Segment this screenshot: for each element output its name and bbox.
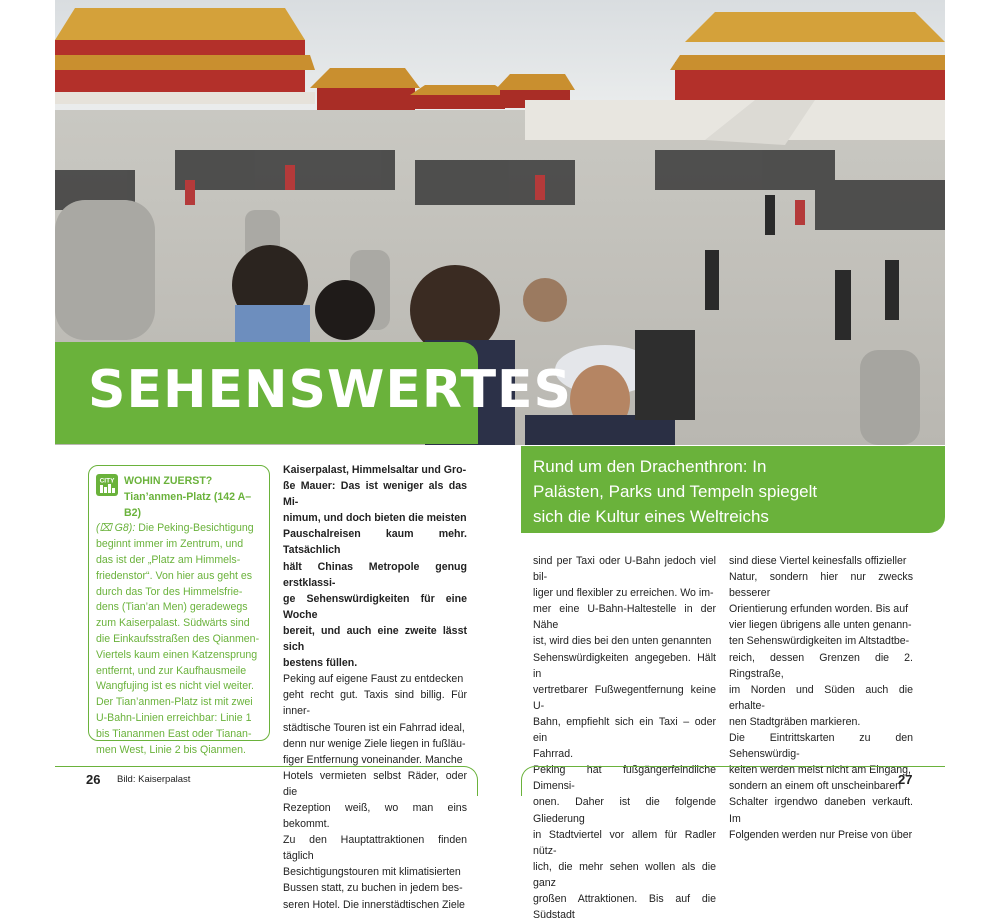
body-line: vier liegen übrigens alle unten genann- (729, 619, 912, 632)
city-icon (96, 474, 118, 496)
body-line: ten Sehenswürdigkeiten im Altstadtbe- (729, 635, 910, 648)
infobox-line: U-Bahn-Linien erreichbar: Linie 1 (96, 711, 252, 724)
body-line: mer eine U-Bahn-Haltestelle in der Nähe (533, 603, 716, 632)
section-title-banner (55, 342, 573, 444)
intro-line: nimum, und doch bieten die meisten (283, 512, 467, 525)
body-line: Bahn, empfiehlt sich ein Taxi – oder ein (533, 715, 716, 745)
page-number-left: 26 (86, 772, 101, 787)
infobox-line: die Einkaufsstraßen des Qianmen- (96, 632, 260, 645)
subtitle-line: sich die Kultur eines Weltreichs (533, 507, 769, 526)
body-line: Schalter irgendwo daneben verkauft. Im (729, 796, 913, 825)
body-line: Zu den Hauptattraktionen finden täglich (283, 834, 467, 863)
infobox-line: das ist der „Platz am Himmels- (96, 553, 241, 566)
body-line: onen. Daher ist die folgende Gliederung (533, 796, 716, 825)
infobox-location: Tian’anmen-Platz (142 A–B2) (124, 490, 252, 519)
infobox-line: Der Tian’anmen-Platz ist mit zwei (96, 696, 253, 709)
body-line: seren Hotel. Die innerstädtischen Ziele (283, 898, 465, 911)
infobox-map-ref: (⌧ G8): (96, 522, 136, 535)
intro-line: Kaiserpalast, Himmelsaltar und Gro- (283, 464, 467, 476)
body-line: nen Stadtgräben markieren. (729, 715, 861, 728)
infobox-line: dens (Tian’an Men) geradewegs (96, 601, 248, 614)
intro-line: Pauschalreisen kaum mehr. Tatsächlich (283, 528, 467, 557)
infobox-line: entfernt, und zur Kaufhausmeile (96, 664, 247, 677)
infobox-heading: WOHIN ZUERST? (124, 475, 213, 487)
body-line: Hotels vermieten selbst Räder, oder die (283, 769, 467, 798)
body-line: in Stadtviertel vor allem für Radler nütz- (533, 828, 716, 857)
intro-line: ge Sehenswürdigkeiten für eine Woche (283, 592, 467, 621)
infobox-line: beginnt immer im Zentrum, und (96, 538, 244, 551)
subtitle-line: Palästen, Parks und Tempeln spiegelt (533, 482, 818, 501)
intro-line: bereit, und auch eine zweite lässt sich (283, 624, 467, 654)
intro-line: bestens füllen. (283, 657, 358, 670)
section-title: SEHENSWERTES (88, 360, 573, 420)
body-line: Orientierung erfunden worden. Bis auf (729, 603, 909, 616)
intro-line: hält Chinas Metropole genug erstklassi- (283, 560, 467, 589)
body-line: reich, dessen Grenzen die 2. Ringstraße, (729, 651, 913, 680)
body-line: Peking auf eigene Faust zu entdecken (283, 673, 464, 686)
infobox-body (96, 521, 262, 758)
text-column-3 (729, 553, 913, 843)
infobox-line: zum Kaiserpalast. Südwärts sind (96, 617, 250, 630)
subtitle-banner (521, 446, 945, 533)
infobox-line: men West, Linie 2 bis Qianmen. (96, 743, 246, 756)
infobox-header (96, 474, 262, 521)
body-line: geht recht gut. Taxis sind billig. Für inner- (283, 689, 467, 718)
page-number-right: 27 (898, 772, 913, 787)
infobox-line: durch das Tor des Himmelsfrie- (96, 585, 243, 598)
body-line: figer Entfernung voneinander. Manche (283, 753, 463, 766)
body-line: sondern an einem oft unscheinbaren (729, 780, 901, 793)
body-line: Rezeption weiß, wo man eins bekommt. (283, 801, 467, 831)
body-line: Folgenden werden nur Preise von über (729, 828, 913, 841)
body-line: lich, die mehr sehen wollen als die ganz (533, 860, 716, 889)
footer-rule-right (521, 766, 945, 796)
body-line: Sehenswürdigkeiten angegeben. Hält in (533, 651, 716, 680)
subtitle-line: Rund um den Drachenthron: In (533, 457, 767, 476)
text-column-1 (283, 462, 467, 913)
body-line: vertretbarer Fußwegentfernung keine U- (533, 683, 716, 712)
infobox-line: Die Peking-Besichtigung (135, 522, 254, 535)
infobox-line: friedenstor“. Von hier aus geht es (96, 569, 253, 582)
infobox-line: Viertels kaum einen Katzensprung (96, 648, 258, 661)
body-line: im Norden und Süden auch die erhalte- (729, 683, 913, 712)
body-line: Bussen statt, zu buchen in jedem bes- (283, 882, 463, 895)
body-line: denn nur wenige Ziele liegen in fußläu- (283, 737, 466, 750)
infobox-line: Wangfujing ist es nicht viel weiter. (96, 680, 254, 693)
body-line: sind per Taxi oder U-Bahn jedoch viel bil- (533, 555, 716, 584)
infobox-line: bis Tiananmen East oder Tianan- (96, 727, 252, 740)
body-line: Die Eintrittskarten zu den Sehenswürdig- (729, 732, 913, 761)
image-caption: Bild: Kaiserpalast (117, 774, 191, 785)
where-first-infobox (88, 465, 270, 756)
subtitle (533, 454, 933, 529)
body-line: städtische Touren ist ein Fahrrad ideal, (283, 721, 465, 734)
body-line: Besichtigungstouren mit klimatisierten (283, 866, 461, 879)
body-line: ist, wird dies bei den unten genannten (533, 635, 712, 648)
body-line: liger und flexibler zu erreichen. Wo im- (533, 587, 714, 600)
body-line: sind diese Viertel keinesfalls offizieller (729, 555, 907, 567)
intro-line: ße Mauer: Das ist weniger als das Mi- (283, 480, 467, 509)
body-line: keiten werden meist nicht am Eingang, (729, 764, 911, 777)
body-line: Fahrrad. (533, 748, 574, 761)
body-line: großen Attraktionen. Bis auf die Südstadt (533, 892, 716, 922)
text-column-2 (533, 553, 716, 923)
body-line: Peking hat fußgängerfeindliche Dimensi- (533, 764, 716, 793)
body-line: Natur, sondern hier nur zwecks besserer (729, 571, 913, 600)
city-icon-label: CITY (99, 477, 115, 485)
